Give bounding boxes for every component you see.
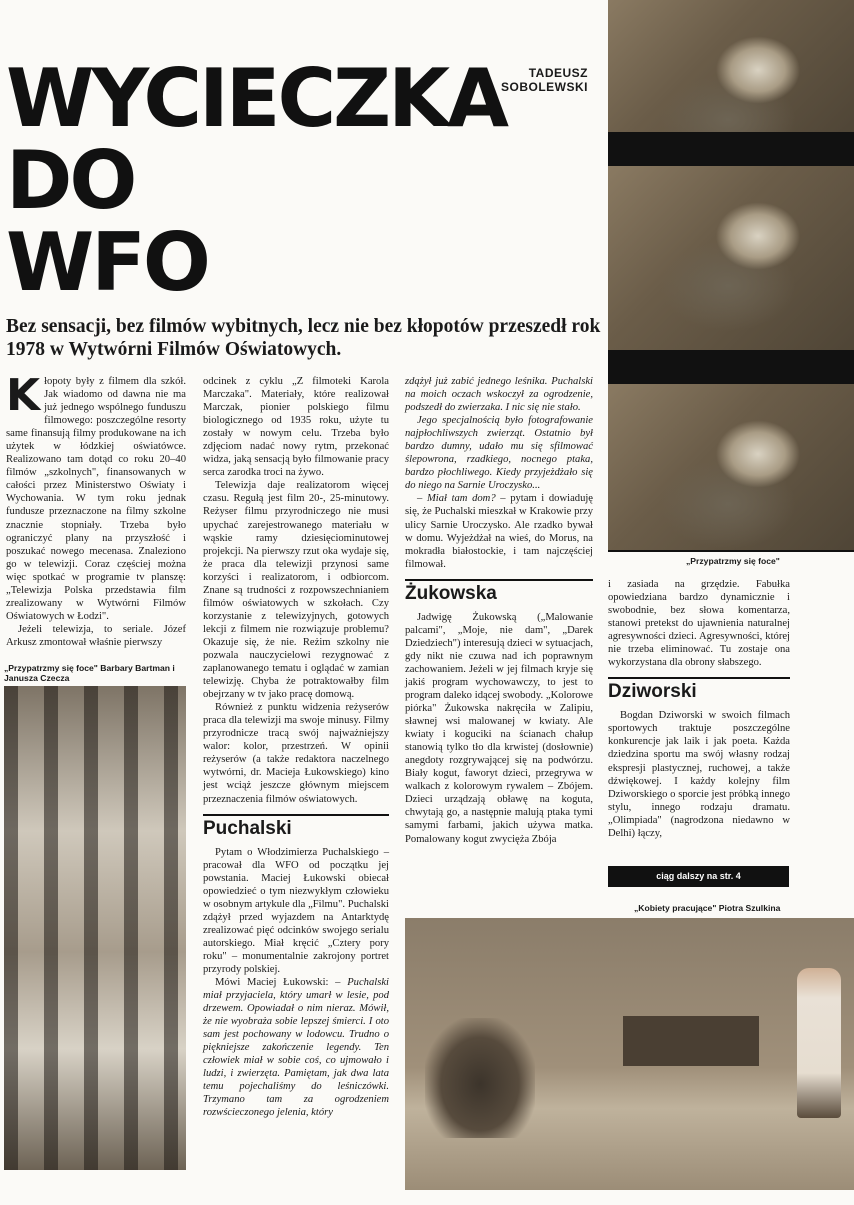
- paragraph: zdążył już zabić jednego leśnika. Puchalski na moich oczach wskoczył za ogrodzenie, podszedł do zwierzaka. I nic się nie stało.: [405, 376, 593, 414]
- paragraph: i zasiada na grzędzie. Fabułka opowiedziana bardzo dynamicznie i swobodnie, bez słowa komentarza, stanowi pretekst do ujawnienia naturalnej agresywności dzieci. Agresywności, której nie trzeba eliminować. Tu zostaje ona wykorzystana dla obrony słabszego.: [608, 579, 790, 669]
- article-lead: Bez sensacji, bez filmów wybitnych, lecz nie bez kłopotów przeszedł rok 1978 w Wytwórni Filmów Oświatowych.: [6, 316, 601, 360]
- title-line: WYCIECZKA: [6, 52, 507, 145]
- column-4: [608, 578, 790, 840]
- quote-italic: Puchalski miał przyjaciela, który umarł w lesie, pod drzewem. Opowiadał o nim nieraz. Mówił, że nie wyobraża sobie lepszej śmierci. I oto sam jest pochowany w lodowcu. Trudno o piękniejsze zakończenie legendy. Ten człowiek miał w sobie coś, co ujmowało i ludzi, i zwierzęta. Pamiętam, jak dwa lata temu pojechaliśmy do leśniczówki. Trzymano tam za ogrodzeniem rozwścieczonego jelenia, który: [203, 977, 389, 1119]
- paragraph: Jeżeli telewizja, to seriale. Józef Arkusz zmontował właśnie pierwszy: [6, 623, 186, 648]
- author-first-name: TADEUSZ: [528, 66, 588, 80]
- column-2: [203, 375, 389, 1120]
- section-heading-dziworski: Dziworski: [608, 677, 790, 703]
- author-byline: [470, 66, 588, 94]
- quote-italic: Miał tam dom?: [426, 493, 496, 505]
- text-run: –: [417, 493, 423, 505]
- building-window: [623, 1016, 759, 1066]
- yard-caption: „Kobiety pracujące" Piotra Szulkina: [634, 903, 781, 913]
- seal-film-strip: [608, 0, 854, 552]
- paragraph: Telewizja daje realizatorom więcej czasu. Regułą jest film 20-, 25-minutowy. Reżyser filmu przyrodniczego nie musi upychać zarejestrowanego materiału w wąskie ramy dziesięciominutowej projekcji. Na pierwszy rzut oka wydaje się, że praca dla telewizji przynosi same korzyści i realizatorom, i odbiorcom. Znane są trudności z rozpowszechnianiem filmów oświatowych w szkołach. Czy korzystanie z telewizyjnych, gotowych lekcji z filmem nie rozwiązuje problemu? Okazuje się, że nie. Reżim szkolny nie pozwala nauczycielowi rezygnować z zaplanowanego tematu i oglądać w zamian telewizję. Chyba że potraktowałby film obejrzany w tv jako pracę domową.: [203, 480, 389, 701]
- seals-caption: „Przypatrzmy się foce": [686, 556, 780, 566]
- article-title: [6, 52, 507, 309]
- drop-cap: K: [6, 370, 41, 421]
- yard-film-photo: [405, 918, 854, 1190]
- section-heading-puchalski: Puchalski: [203, 814, 389, 840]
- paragraph: Bogdan Dziworski w swoich filmach sportowych traktuje poszczególne konkurencje jak laik i jak poeta. Każda dziedzina sportu ma swój własny rodzaj ekspresji plastycznej, ruchowej, a także dźwiękowej. I każdy kolejny film Dziworskiego o sporcie jest próbką innego stylu, innego rodzaju dramatu. „Olimpiada" (nagrodzona niedawno w Delhi) łączy,: [608, 710, 790, 839]
- paragraph: Również z punktu widzenia reżyserów praca dla telewizji ma swoje minusy. Filmy przyrodnicze tracą swój najważniejszy walor: kolor, przestrzeń. W opinii reżyserów (a także redaktora naczelnego wytwórni, dr. Macieja Łukowskiego) kino jest wciąż jeszcze głównym miejscem przeznaczenia filmów oświatowych.: [203, 702, 389, 805]
- paragraph: Jadwigę Żukowską („Malowanie palcami", „Moje, nie dam", „Darek Dziedziech") interesują dzieci w sytuacjach, gdy nikt nie czuwa nad ich poprawnym zachowaniem. Jeżeli w jej filmach kryje się jakiś program wychowawczy, to jest to program daleko idącej swobody. „Kolorowe piórka" Żukowska nakręciła w Zalipiu, sławnej wsi malowanej w kwiaty. Ale kwiaty i koguciki na ścianach chałup stanowią tylko tło dla krwistej (dosłownie) anegdoty rozgrywającej się na podwórzu. Biały kogut, faworyt dzieci, przegrywa w walkach z kolorowym rywalem – Zbójem. Dzieci urządzają obławę na koguta, chwytają go, a następnie malują ptaka tymi samymi farbami, jakich używa matka. Pomalowany kogut zwycięża Zbója: [405, 611, 593, 845]
- paragraph: Pytam o Włodzimierza Puchalskiego – pracował dla WFO od początku jej powstania. Maciej Łukowski obiecał opowiedzieć o tym niezwykłym człowieku w osobnym artykule dla „Filmu". Puchalski zdążył przed wyjazdem na Antarktydę zrealizować pięć odcinków swojego serialu autorskiego. Miał kręcić „Cztery pory roku" – monumentalnie zakrojony portret przyrody polskiej.: [203, 846, 389, 975]
- ice-film-photo: [4, 686, 186, 1170]
- paragraph: Jego specjalnością było fotografowanie najpłochliwszych zwierząt. Ostatnio był bardzo dumny, udało mu się sfilmować ślepowrona, rzadkiego, nocnego ptaka, bardzo płochliwego. Kiedy przyjeżdżało się do niego na Sarnie Uroczysko...: [405, 415, 593, 492]
- title-line: WFO: [6, 216, 208, 309]
- ice-caption: „Przypatrzmy się foce" Barbary Bartman i Janusza Czecza: [4, 663, 175, 683]
- paragraph: odcinek z cyklu „Z filmoteki Karola Marczaka". Materiały, które realizował Marczak, pionier polskiego filmu biologicznego od 1935 roku, użyte tu zostały w nowym celu. Trzeba było zdjęciom nadać nowy rytm, przekonać widza, jaką sensacją było filmowanie pracy serca zarodka troci na żywo.: [203, 376, 389, 479]
- continued-banner: ciąg dalszy na str. 4: [608, 866, 789, 887]
- worker-figure: [797, 968, 841, 1118]
- text-run: Mówi Maciej Łukowski: –: [215, 977, 341, 989]
- section-heading-zukowska: Żukowska: [405, 579, 593, 605]
- author-last-name: SOBOLEWSKI: [500, 80, 588, 94]
- paragraph: [405, 492, 593, 570]
- column-1: [6, 370, 186, 649]
- title-line: DO: [6, 134, 135, 227]
- column-3: [405, 375, 593, 846]
- text-run: – pytam i dowiaduję się, że Puchalski mieszkał w Krakowie przy ulicy Sarnie Uroczysko. Ale rzadko bywał w domu. Wyjeżdżał na wieś, do Morus, na mokradła białostockie, i tam najczęściej filmował.: [405, 493, 594, 570]
- paragraph: łopoty były z filmem dla szkół. Jak wiadomo od dawna nie ma już jednego wspólnego funduszu filmowego: poszczególne resorty same finansują filmy produkowane na ich użytek w łódzkiej oświatówce. Realizowano tam dotąd co roku 20–40 filmów „szkolnych", finansowanych w całości przez Ministerstwo Oświaty i Wychowania. W tym roku jednak fundusze przeznaczone na filmy szkolne znacznie stopniały. Trzeba było ograniczyć plany na przyszłość i poszukać nowego mecenasa. Znaleziono go w telewizji. Coraz częściej można więc spotkać w programie tv planszę: „Telewizja Polska przedstawia film zrealizowany w Wytwórni Filmów Oświatowych w Łodzi".: [6, 376, 186, 622]
- cart-figure: [425, 1018, 535, 1138]
- paragraph: [203, 976, 389, 1120]
